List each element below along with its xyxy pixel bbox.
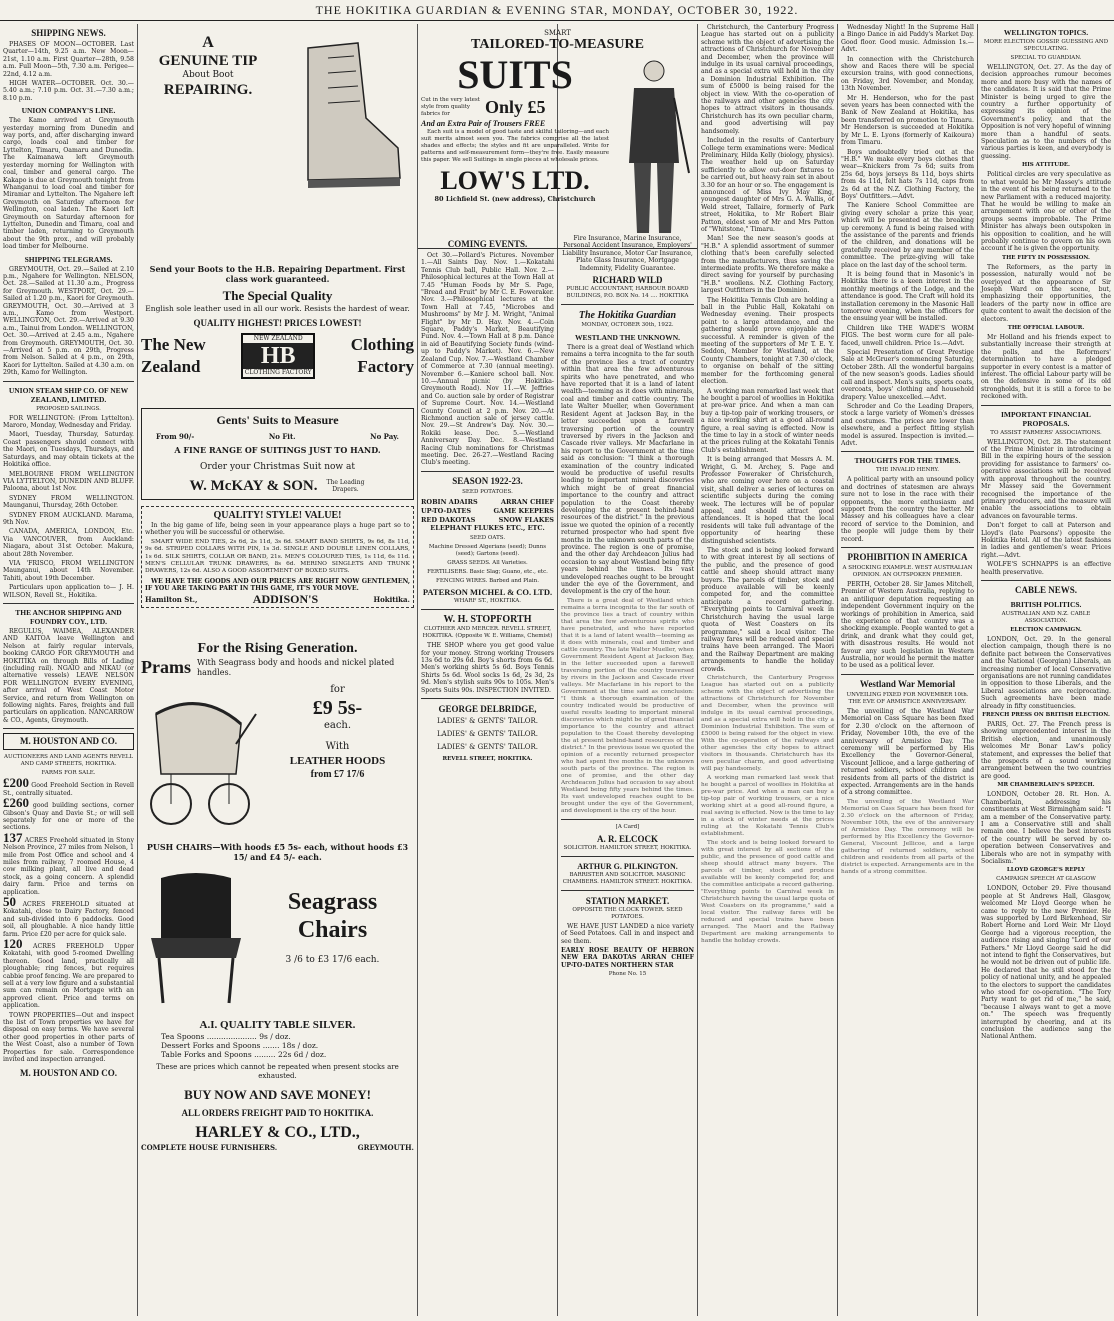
- stopforth-text: THE SHOP where you get good value for your money. Strong working Trousers 13s 6d to 29s 6d. Boy's shorts from 6s 6d. Men's working shirts 5s 6d. Boys Tennis Shirts 5s 6d. Wool socks 1s 6d, 2s 3d, 2s 9d. Men's stylish suits 90s to 105s. Men's Sports Suits 90s. INSPECTION INVITED.: [421, 642, 554, 694]
- c8-text-d: LONDON, October 29. Five thousand people at St Andrews Hall, Glasgow, welcomed Mr Lloyd George when he came to reply to the new Premier. He was supported by Lord Birkenhead, Sir Robert Horne and Lord Weir. Mr Lloyd George had a vigorous reception, the audience rising and singing "Lord of our Fathers." Mr Lloyd George said he did not intend to fight the Conservatives, but he would not be driven out of public life. He declared that he still stood for the policy of national unity, and he appealed to the electors to support the candidates who stood for co-operation. "The Tory Party want to get rid of me," he said, "because I always want to get a move on." The speech was frequently interrupted by cheering, and at its conclusion the audience sang the National Anthem.: [981, 885, 1111, 1041]
- c7-text-f: Don't forget to call at Paterson and Lloyd's (late Pearsons') opposite the Hokitika Hotel. All of the latest fashions in ladies and gentlemen's wear. Prices right.—Advt.: [981, 522, 1111, 559]
- farms-heading: FARMS FOR SALE.: [41, 770, 96, 777]
- hb-new: The New: [141, 335, 206, 354]
- cable-assoc: AUSTRALIAN AND N.Z. CABLE ASSOCIATION.: [1001, 610, 1091, 624]
- addison-intro: In the big game of life, being seen in your appearance plays a huge part so to whether you will be successful or otherwise.: [145, 522, 410, 537]
- mckay-name: W. McKAY & SON.: [189, 478, 318, 494]
- lows-smart: SMART: [544, 29, 571, 37]
- british-politics: BRITISH POLITICS.: [1010, 599, 1082, 609]
- delbridge-address: REVELL STREET, HOKITIKA.: [442, 756, 533, 763]
- push-chairs: PUSH CHAIRS—With hoods £5 5s- each, without hoods £3 15/ and £4 5/- each.: [146, 842, 409, 862]
- price-260-text: good building sections, corner Gibson's Quay and Davie St.; or will sell separately for one or more of the sections.: [3, 802, 135, 832]
- season-title: SEASON 1922-23.: [452, 475, 523, 486]
- lows-address: 80 Lichfield St. (new address), Christchurch: [434, 195, 596, 204]
- sydney-sailing: SYDNEY FROM WELLINGTON. Maunganui, Thursday, 26th October.: [3, 494, 134, 510]
- station-sub: OPPOSITE THE CLOCK TOWER. SEED POTATOES.: [572, 906, 683, 920]
- harley-right: GREYMOUTH.: [357, 1143, 414, 1152]
- rising-title: For the Rising Generation.: [197, 641, 358, 656]
- card-label: [A Card]: [615, 823, 640, 830]
- uss-sub: PROPOSED SAILINGS.: [36, 405, 101, 412]
- hb-special: The Special Quality: [222, 288, 333, 303]
- seed-potatoes: SEED POTATOES.: [462, 488, 513, 495]
- hb-ad: [138, 260, 417, 400]
- acres-120: 120: [3, 936, 23, 951]
- lows-name: LOW'S LTD.: [440, 166, 590, 196]
- order-xmas: Order your Christmas Suit now at: [200, 462, 355, 472]
- quality-line: QUALITY! STYLE! VALUE!: [213, 510, 342, 521]
- c6-text-i: Schroder and Co the Leading Drapers, stock a large variety of Women's dresses and costumes. The prices are lower than elsewhere, and a perfect fitting stylish model is assured. Inspection is invited.—Advt.: [841, 402, 974, 447]
- potato-4: ELEPHANT FLUKES ETC., ETC.: [430, 523, 545, 532]
- uss-text: Maori, Tuesday, Thursday, Saturday. Coast passengers should connect with the Maori, on Tuesdays, Thursdays, and Saturdays, and may obtain tickets at the Hokitika office.: [3, 431, 134, 469]
- houston-footer: M. HOUSTON AND CO.: [19, 1067, 118, 1078]
- chair-illustration: [141, 868, 251, 1008]
- lows-only: Only £5: [485, 97, 546, 118]
- dateline: MONDAY, OCTOBER 30th, 1922.: [581, 322, 674, 329]
- station-phone: Phone No. 15: [608, 971, 647, 978]
- c5-text-g: The stock and is being looked forward to with great interest by all sections of the public, and the presence of good cattle and sheep should attract many buyers. The parcels of timber, stock and produce available will be keenly competed for, and the committee anticipate a record gathering. "Everything points to Carnival week in Christchurch having the usual large quota of West Coasters on its programme," said a local visitor. The railway fares will be reduced and special trains have been arranged. The Maori and the Railway Department are making arrangements to handle the holiday crowds.: [701, 547, 834, 673]
- acres-50-text: ACRES FREEHOLD situated at Kokatahi, close to Dairy Factory, fenced and sub-divided into 6 paddocks. Good soil, all ploughable. A nice handy little farm. Price £20 per acre for quick sale.: [3, 900, 135, 938]
- town-properties: TOWN PROPERTIES—Out and inspect the list of Town properties we have for disposal on easy terms. We have several other good properties in other parts of the West Coast, also a number of Town Properties for sale. Correspondence invited and inspection arranged.: [3, 1011, 134, 1064]
- c7-text-d: Mr Holland and his friends expect to substantially increase their strength at the polls, and the Reformers' determination to have a pledged supporter in every contest is a matter of interest. The official Labour party will be on the defensive in some of its old strongholds, but it is still a force to be reckoned with.: [981, 334, 1111, 401]
- prohibition-title: PROHIBITION IN AMERICA: [847, 552, 968, 562]
- wellington-sub: MORE ELECTION GOSSIP. GUESSING AND SPECULATING.: [983, 39, 1109, 52]
- c6-text-g: Children like THE WADE'S WORM FIGS. The best worm cure for all pale-faced, unwell children. Price 1s.—Advt.: [841, 324, 974, 347]
- price-200: £200: [3, 775, 29, 791]
- column-coming-events: [418, 235, 557, 1316]
- boot-illustration: [288, 28, 408, 198]
- chairs-price: 3 /6 to £3 17/6 each.: [285, 955, 380, 965]
- french-press-heading: FRENCH PRESS ON BRITISH ELECTION.: [982, 712, 1110, 719]
- c5-text-b: Included in the results of Canterbury College term examinations were: Medical Preliminary, Hilda Kelly (biology, physics). The weather held up on Saturday sufficiently to allow out-door fixtures to be carried out, but heavy rain set in about 3.30 for an hour or so. The engagement is announced of Miss Ivy May King, youngest daughter of Mrs G. A. Wallis, of Weld street, Tallaire, formerly of Park street, Hokitika, to Mr Robert Blair Patton, eldest son of Mr and Mrs Patton of "Whitstone," Timaru.: [701, 137, 834, 233]
- buy-now: BUY NOW AND SAVE MONEY!: [184, 1087, 371, 1102]
- paterson-name: PATERSON MICHEL & CO. LTD.: [422, 587, 553, 598]
- sydney-auckland-sailing: SYDNEY FROM AUCKLAND. Marama, 9th Nov.: [3, 511, 134, 526]
- potato-2b: GAME KEEPERS: [493, 506, 554, 515]
- acres-137-text: ACRES Freehold situated in Stony Nelson Province, 27 miles from Nelson, 1 mile from Post Office and school and 4 miles from railway, 7 roomed House, 4 cow milking plant, all live and dead stock, as a going concern. A splendid dairy farm. Price and terms on application.: [3, 836, 135, 896]
- price-260: £260: [3, 795, 29, 811]
- houston-title: M. HOUSTON AND CO.: [19, 736, 118, 747]
- wellington-title: WELLINGTON TOPICS.: [1003, 28, 1089, 37]
- chamberlain-heading: MR CHAMBERLAIN'S SPEECH.: [997, 782, 1095, 789]
- pilkington-name: ARTHUR G. PILKINGTON.: [577, 861, 678, 871]
- wellington-special: SPECIAL TO GUARDIAN.: [1010, 55, 1082, 61]
- paterson-address: WHARF ST., HOKITIKA.: [453, 598, 522, 605]
- station-market: STATION MARKET.: [585, 895, 670, 906]
- pram-from: from £7 17/6: [310, 769, 365, 780]
- lloyd-george-heading: LLOYD GEORGE'S REPLY: [1006, 867, 1086, 874]
- c5-text-a-repeat: Christchurch, the Canterbury Progress League has started out on a publicity scheme with the object of advertising the attractions of Christchurch for November and December, when the province will indulge in its usual carnival proceedings, and as a special extra will hold in the city a Dominion Industrial Exhibition. The sum of £5000 is being raised for the object in view. With the co-operation of the railways and other agencies the city hopes to attract visitors in thousands. Christchurch has its own peculiar charm, and good advertising will pay handsomely.: [701, 674, 834, 772]
- acres-120-text: ACRES FREEHOLD Upper Kokatahi, with good 5-roomed Dwelling thereon. Good land, practically all ploughable; ring fences, but requires cabbie proof fencing. We are prepared to sell at a very low figure and a substantial sum can remain on Mortgage with an approved client. Price and terms on application.: [3, 943, 134, 1010]
- attitude-heading: HIS ATTITUDE.: [1022, 162, 1070, 169]
- station-text: WE HAVE JUST LANDED a nice variety of Seed Potatoes. Call in and inspect and see them.: [561, 922, 694, 945]
- hb-send: Send your Boots to the H.B. Repairing Department. First class work guaranteed.: [149, 264, 406, 284]
- pram-price: £9 5s-: [312, 697, 363, 719]
- silver-3: Table Forks and Spoons ......... 22s 6d / doz.: [161, 1050, 327, 1059]
- thoughts-sub: THE INVALID HENRY.: [875, 467, 940, 474]
- c5-text-e-repeat: A working man remarked last week that he bought a parcel of woollies in Hokitika at pre-war price. And when a man can buy a tip-top pair of working trousers, or a nice working shirt at a good all-round figure, a real saving is effected. Now is the time to lay in a stock of winter needs at the prices ruling at the Kokatahi Tennis Club's establishment.: [701, 774, 834, 837]
- c5-text-c: Man! See the new season's goods at "H.B." A splendid assortment of summer clothing that's been carefully selected from the manufacturers, thus saving the intermediate profits. We therefore make a direct saving for yourself by purchasing "H.B." woollens. N.Z. Clothing Factory, largest Outfitters in the Dominion.: [701, 235, 834, 295]
- grass-seeds: GRASS SEEDS. All Varieties.: [447, 560, 528, 567]
- seagrass-label: Seagrass: [287, 889, 378, 915]
- leader-text: There is a great deal of Westland which remains a terra incognita to the far south of the province lies a tract of country within that area the few adventurous spirits who have penetrated, and who have reported that it is a land of latent wealth—teeming as it does with minerals, coal and timber and cattle country. The late Walter Mueller, when Government Resident Agent at Jackson Bay, in the letter succeeded upon a farewell traversing portion of the country traversed by rivers in the Jackson and Cascade river valleys. Mr Macfarlane in his report to the Government at the time said as conclusion: "I think a thorough examination of the country indicated would be productive of useful results leading to important mineral discoveries which might be of great financial importance to the country and attract population to the Coast thereby developing the at present behind-hand resources of the district." In the previous issue we quoted the opinion of a recently returned prospector who had spent five months in the unknown south parts of the province. The region is one of promise, and the other day Archdeacon Julius had occasion to say about Westland being fifty years behind the times. Its vast undeveloped reaches ought to be brought under the eye of the Government, and development is the cry of the hour.: [561, 344, 694, 596]
- oats-text: Machine Dressed Algerians (seed); Dunns (seed); Gartons (seed).: [428, 544, 547, 558]
- c5-text-g-repeat: The stock and is being looked forward to with great interest by all sections of the public, and the presence of good cattle and sheep should attract many buyers. The parcels of timber, stock and produce available will be keenly competed for, and the committee anticipate a record gathering. "Everything points to Carnival week in Christchurch having the usual large quota of West Coasters on its programme," said a local visitor. The railway fares will be reduced and special trains have been arranged. The Maori and the Railway Department are making arrangements to handle the holiday crowds.: [701, 839, 834, 944]
- ads-middle: [138, 400, 417, 630]
- addison-town: Hokitika.: [373, 594, 410, 604]
- gents-nopay: No Pay.: [370, 432, 399, 441]
- insurance-lines: Fire Insurance, Marine Insurance, Personal Accident Insurance, Employers' Liability Insurance, Motor Car Insurance, Plate Glass Insurance, Mortgage Indemnity, Fidelity Guarantee.: [562, 235, 693, 272]
- stopforth-sub: CLOTHIER AND MERCER. REVELL STREET, HOKITIKA. (Opposite W. E. Williams, Chemist): [422, 626, 553, 640]
- price-200-text: Good Freehold Section in Revell St., centrally situated.: [3, 782, 134, 797]
- silver-1: Tea Spoons ..................... 9s / doz.: [161, 1032, 291, 1041]
- tip-repair: REPAIRING.: [163, 82, 253, 98]
- hb-leather: English sole leather used in all our work. Resists the hardest of wear.: [145, 304, 410, 313]
- leader-text-continued: There is a great deal of Westland which remains a terra incognita to the far south of the province lies a tract of country within that area the few adventurous spirits who have penetrated, and who have reported that it is a land of latent wealth—teeming as it does with minerals, coal and timber and cattle country. The late Walter Mueller, when Government Resident Agent at Jackson Bay, in the letter succeeded upon a farewell traversing portion of the country traversed by rivers in the Jackson and Cascade river valleys. Mr Macfarlane in his report to the Government at the time said as conclusion: "I think a thorough examination of the country indicated would be productive of useful results leading to important mineral discoveries which might be of great financial importance to the country and attract population to the Coast thereby developing the at present behind-hand resources of the district." In the previous issue we quoted the opinion of a recently returned prospector who had spent five months in the unknown south parts of the province. The region is one of promise, and the other day Archdeacon Julius had occasion to say about Westland being fifty years behind the times. Its vast undeveloped reaches ought to be brought under the eye of the Government, and development is the cry of the hour.: [561, 597, 694, 814]
- hb-quality-prices: QUALITY HIGHEST! PRICES LOWEST!: [193, 318, 362, 328]
- c7-text-c: The Reformers, as the party in possession, naturally would not be overjoyed at the appearance of Sir Joseph Ward on the scene, but, emphasizing their opportunities, the leaders of the party now in office are quite content to await the decision of the electors.: [981, 263, 1111, 323]
- gents-nofit: No Fit.: [268, 432, 296, 441]
- gents-range: A FINE RANGE OF SUITINGS JUST TO HAND.: [174, 445, 381, 455]
- man-illustration: [609, 53, 694, 243]
- hb-zealand: Zealand: [141, 357, 201, 376]
- campaign-heading: ELECTION CAMPAIGN.: [1010, 626, 1082, 633]
- hb-factory: Factory: [357, 357, 414, 376]
- c7-text-a: WELLINGTON, Oct. 27. As the day of decision approaches rumour becomes more and more busy with the names of the candidates. It is said that the Prime Minister is being urged to give the country a further opportunity of expressing its opinion of the Government's policy, and that the Opposition is not very hopeful of winning more than a handful of seats. Speculation as to the numbers of the various parties is keen, and everybody is guessing.: [981, 64, 1111, 160]
- financial-title: IMPORTANT FINANCIAL PROPOSALS.: [1000, 409, 1092, 428]
- c5-text-a: Christchurch, the Canterbury Progress League has started out on a publicity scheme with the object of advertising the attractions of Christchurch for November and December, when the province will indulge in its usual carnival proceedings, and as a special extra will hold in the city a Dominion Industrial Exhibition. The sum of £5000 is being raised for the object in view. With the co-operation of the railways and other agencies the city hopes to attract visitors in thousands. Christchurch has its own peculiar charm, and good advertising will pay handsomely.: [701, 24, 834, 135]
- pram-leather: LEATHER HOODS: [289, 755, 386, 767]
- memorial-title: Westland War Memorial: [859, 678, 956, 689]
- union-line-text: The Kamo arrived at Greymouth yesterday morning from Dunedin and way ports, and, after discharging inward cargo, loads coal and timber for Lyttelton, Timaru, Oamaru and Dunedin. The Kaimanawa left Greymouth yesterday morning for Wellington with coal, timber and general cargo. The Kakapo is due at Greymouth tonight from Whanganui to load coal and timber for Miramar and Lyttelton. The Ngahere left Greymouth on Saturday afternoon for Wellington, coal laden. The Kaori left Greymouth on Saturday afternoon for Lyttelton, Dunedin and Timaru, coal and timber laden, returning to Greymouth about the 9th prox., and will probably load timber for Melbourne.: [3, 117, 134, 251]
- c7-text-e: WELLINGTON, Oct. 28. The statement of the Prime Minister in introducing a Bill in the expiring hours of the session providing for assistance to farmers' co-operative associations will be received with approval throughout the country. Mr Massey said the Government recognised the importance of the primary producers, and the measure will enable the associations to obtain advances on favourable terms.: [981, 438, 1111, 520]
- acres-50: 50: [3, 893, 16, 909]
- tip-sub: About Boot: [182, 70, 234, 80]
- c5-text-f: It is being arranged that Messrs A. M. Wright, G. M. Archey, S. Page and Professor Foweraker of Christchurch, who are coming over here on a coastal visit, shall deliver a series of lectures on scientific subjects during the coming week. The lectures will be of popular appeal, and should attract good attendances. It is hoped that the local residents will take full advantage of the opportunity of hearing these distinguished scientists.: [701, 456, 834, 545]
- gents-from: From 90/-: [156, 432, 195, 441]
- lows-extra: And an Extra Pair of Trousers FREE: [421, 119, 546, 129]
- leader-title: WESTLAND THE UNKNOWN.: [574, 333, 681, 343]
- moon-phases: PHASES OF MOON—OCTOBER. Last Quarter—14th, 9.25 a.m. New Moon—21st, 1.10 a.m. First Quarter—28th, 9.58 a.m. Full Moon—5th, 7.30 a.m. Perigee—22nd, 4.12 a.m.: [3, 41, 134, 78]
- potato-3b: SNOW FLAKES: [498, 515, 554, 524]
- column-leader: [558, 235, 697, 1316]
- prohibition-sub: A SHOCKING EXAMPLE. WEST AUSTRALIAN OPINION. AN OUTSPOKEN PREMIER.: [842, 565, 973, 578]
- c6-text-f: It is being found that in Masonic's in Hokitika there is a keen interest in the monthly meetings of the Lodge, and the attendance is good. The Craft will hold its installation ceremony in the Masonic Hall tomorrow evening, when the officers for the ensuing year will be installed.: [841, 271, 974, 323]
- elcock-sub: SOLICITOR. HAMILTON STREET, HOKITIKA.: [563, 844, 692, 851]
- potato-1a: ROBIN ADAIRS: [421, 497, 478, 506]
- silver-2: Dessert Forks and Spoons ....... 18s / doz.: [161, 1041, 319, 1050]
- labour-heading: THE OFFICIAL LABOUR.: [1007, 325, 1085, 331]
- acres-137: 137: [3, 829, 23, 845]
- c8-text-c: LONDON, October 28. Rt. Hon. A. Chamberlain, addressing his constituents at West Birmingham said: "I am a member of the Conservative party. I am a Conservative still and shall remain one. I believe the best interests of the country will be served by co-operation between Conservatives and Liberals who are not in sympathy with Socialism.": [981, 791, 1111, 865]
- paper-title: The Hokitika Guardian: [578, 310, 677, 322]
- telegrams-text: GREYMOUTH, Oct. 29.—Sailed at 2.10 p.m., Ngahere for Wellington. NELSON, Oct. 28.—Sailed at 11.30 a.m., Progress for Greymouth. WESTPORT, Oct. 29.—Sailed at 1.20 p.m., Kaori for Greymouth. GREYMOUTH, Oct. 30.—Arrived at 3 a.m., Kamo from Westport. WELLINGTON, Oct. 29.—Arrived at 9.30 a.m., Tainui from London. WELLINGTON, Oct. 30.—Arrived at 2.45 a.m., Ngahere from Greymouth. GREYMOUTH, Oct. 30.—Arrived at 5 p.m. on 29th, Progress from Nelson. Sailed at 4 p.m., on 29th, Kaori for Lyttelton. Sailed at 4.30 a.m. on 29th, Kamo for Wellington.: [3, 265, 134, 377]
- column-wellington: [978, 24, 1114, 1316]
- tip-a: A: [202, 34, 214, 51]
- thoughts-title: THOUGHTS FOR THE TIMES.: [854, 456, 961, 466]
- melbourne-sailing: MELBOURNE FROM WELLINGTON VIA LYTTELTON, DUNEDIN AND BLUFF. Paloona, about 1st Nov.: [3, 470, 134, 493]
- uss-title: UNION STEAM SHIP CO. OF NEW ZEALAND, LIMITED.: [8, 385, 129, 404]
- telegrams-heading: SHIPPING TELEGRAMS.: [24, 254, 113, 264]
- pram-for: for: [330, 684, 345, 695]
- hb-clothing: Clothing: [350, 335, 414, 354]
- canada-sailing: CANADA, AMERICA, LONDON, Etc. Via VANCOUVER, from Auckland: Niagara, about 31st October. Makura, about 28th November.: [3, 528, 134, 558]
- addison-address: Hamilton St.,: [145, 594, 198, 604]
- memorial-sub: UNVEILING FIXED FOR NOVEMBER 10th. THE EVE OF ARMISTICE ANNIVERSARY.: [846, 691, 969, 705]
- anchor-text: REGULUS, WAIMEA, ALEXANDER AND KAITOA leave Wellington and Nelson at fairly regular intervals, booking CARGO FOR GREYMOUTH and HOKITIKA on through Bills of Lading (including rail). NGAIO and NIKAU (or alternative vessels) LEAVE NELSON FOR WELLINGTON EVERY EVENING, after arrival of West Coast Motor Service, and return from Wellington on following nights. Fares, freights and full particulars on application. NANCARROW & CO., Agents, Greymouth.: [3, 628, 134, 724]
- silver-note: These are prices which cannot be repeated when present stocks are exhausted.: [156, 1063, 399, 1080]
- for-wellington: FOR WELLINGTON: (From Lyttelton). Maroro, Monday, Wednesday and Friday.: [3, 414, 134, 430]
- c6-text-d: Boys undoubtedly tried out at the "H.B." We make every boys clothes that wear—Knickers from 7s 6d; suits from 25s 6d, boys jerseys 8s 11d, boys shirts from 4s 11d, felt hats 7s 11d, caps from 2s 6d at the N.Z. Clothing Factory, the Boys' Outfitters.—Advt.: [841, 148, 974, 200]
- union-line-heading: UNION COMPANY'S LINE.: [21, 106, 116, 116]
- houston-sub: AUCTIONEERS AND LAND AGENTS REVELL AND CAMP STREETS, HOKITIKA.: [3, 754, 134, 768]
- tip-title: GENUINE TIP: [158, 53, 258, 69]
- freight-paid: ALL ORDERS FREIGHT PAID TO HOKITIKA.: [181, 1108, 374, 1118]
- potato-3a: RED DAKOTAS: [421, 515, 476, 524]
- fertilisers: FERTILISERS. Basic Slag; Guano, etc., etc.: [427, 569, 548, 576]
- high-water: HIGH WATER—OCTOBER. Oct. 30.—5.40 a.m.; 7.10 p.m. Oct. 31.—7.30 a.m.; 8.10 p.m.: [3, 80, 134, 102]
- station-list: EARLY ROSE BEAUTY OF HEBRON NEW ERA DAKOTAS ARRAN CHIEF UP-TO-DATES NORTHERN STAR: [561, 947, 694, 969]
- lg-campaign-heading: CAMPAIGN SPEECH AT GLASGOW: [996, 876, 1096, 883]
- silver-title: A.I. QUALITY TABLE SILVER.: [199, 1019, 356, 1031]
- delbridge-name: GEORGE DELBRIDGE,: [438, 704, 537, 715]
- particulars: Particulars upon application to— J. H. WILSON, Revell St., Hokitika.: [3, 584, 134, 599]
- richard-wild: RICHARD WILD: [592, 275, 663, 286]
- column-shipping: [0, 24, 137, 1316]
- financial-sub: TO ASSIST FARMERS' ASSOCIATIONS.: [990, 429, 1102, 436]
- harley-ad: [138, 632, 417, 1316]
- pram-illustration: [141, 684, 261, 834]
- shipping-title: SHIPPING NEWS.: [31, 28, 106, 38]
- c5-text-e: A working man remarked last week that he bought a parcel of woollies in Hokitika at pre-war price. And when a man can buy a tip-top pair of working trousers, or a nice working shirt at a good all-round figure, a real saving is effected. Now is the time to lay in a stock of winter needs at the prices ruling at the Kokatahi Tennis Club's establishment.: [701, 387, 834, 454]
- addison-prices: WE HAVE THE GOODS AND OUR PRICES ARE RIGHT NOW GENTLEMEN, IF YOU ARE TAKING PART IN THIS GAME, IT'S YOUR MOVE.: [145, 577, 410, 593]
- c8-text-a: LONDON, Oct. 29. In the general election campaign, though there is no definite pact between the Conservatives and the National (Georgian) Liberals, an increasing number of local Conservative organisations are not running candidates in opposition to those Liberals, and the Liberal associations are reciprocating. Such agreements have been made already in fifty constituencies.: [981, 635, 1111, 710]
- masthead: THE HOKITIKA GUARDIAN & EVENING STAR, MONDAY, OCTOBER 30, 1922.: [0, 0, 1114, 21]
- anchor-title: THE ANCHOR SHIPPING AND FOUNDRY COY., LTD.: [15, 608, 122, 626]
- pilkington-sub: BARRISTER AND SOLICITOR. MASONIC CHAMBERS. HAMILTON STREET. HOKITIKA.: [562, 871, 693, 885]
- column-news-6: [838, 24, 977, 1316]
- pram-each: each.: [323, 720, 352, 731]
- potato-1b: ARRAN CHIEF: [500, 497, 554, 506]
- lows-tailored: TAILORED-TO-MEASURE: [471, 37, 644, 53]
- potato-2a: UP-TO-DATES: [421, 506, 472, 515]
- c6-text-c: Mr H. Henderson, who for the past seven years has been connected with the Bank of New Zealand at Hokitika, has been transferred on promotion to Timaru. Mr Henderson is succeeded at Hokitika by Mr L. E. Lyons (formerly of Kaikoura) from Timaru.: [841, 94, 974, 147]
- prams-label: Prams: [141, 657, 191, 678]
- gents-title: Gents' Suits to Measure: [216, 413, 339, 427]
- hb-logo: NEW ZEALAND HB CLOTHING FACTORY: [241, 333, 315, 379]
- stopforth-name: W. H. STOPFORTH: [443, 614, 532, 626]
- cable-title: CABLE NEWS.: [1014, 584, 1077, 595]
- coming-title: COMING EVENTS.: [447, 239, 528, 249]
- c6-text-b: In connection with the Christchurch show and Races there will be special excursion trains, with good connections, on Friday, 3rd November, and Monday, 13th November.: [841, 55, 974, 93]
- harley-left: COMPLETE HOUSE FURNISHERS.: [141, 1143, 278, 1152]
- chairs-label: Chairs: [297, 917, 368, 943]
- lows-text: Each suit is a model of good taste and skilful tailoring—and each suit merits almost seen you. The fabrics comprise all the latest shades and effects; the styles and fit are unparalleled. Write for patterns and self-measurement form—they're free. Easily measure this paper. We sell Suitings in single pieces at wholesale prices.: [421, 129, 609, 164]
- c5-text-d: The Hokitika Tennis Club are holding a ball in the Public Hall, Kokatahi on Wednesday evening. Their prospects point to a large attendance, and the gathering should prove enjoyable and successful. A reminder is given of the meeting of the supporters of Mr T. E. Y. Seddon, Member for Westland, at the County Chambers, tonight at 7.30 o'clock, to organise on behalf of the sitting member for the forthcoming general election.: [701, 296, 834, 386]
- elcock-name: A. R. ELCOCK: [596, 833, 658, 844]
- thoughts-text: A political party with an unsound policy and doctrines of statesmen are always sure not to lose in the race with their opponents, the more enthusiasm and support from the country the better. Mr Massey and his colleagues have a clear record of service to the Dominion, and the people will judge them by their record.: [841, 476, 974, 543]
- c6-text-h: Special Presentation of Great Prestige Sale at McGruer's commencing Saturday, October 28th. All the wonderful bargains of the new season's goods. Ladies should call and inspect. Men's suits, sports coats, overcoats, boys' clothing and household drapery. Value unexcelled.—Advt.: [841, 349, 974, 401]
- lows-suits: SUITS: [457, 52, 573, 98]
- harley-name: HARLEY & CO., LTD.,: [195, 1124, 360, 1141]
- c8-text-b: PARIS, Oct. 27. The French press is showing unprecedented interest in the British election, and unanimously welcomes Mr Bonar Law's policy statement, and expresses the belief that the prospects of a sound working arrangement between the two countries are good.: [981, 721, 1111, 780]
- c6-text-e: The Kaniere School Committee are giving every scholar a prize this year, which will be presented at the breaking up ceremony. A fund is being raised with the assistance of the parents and friends of the children, and donations will be gratefully received by any member of the committee. The prize-giving will take place on the last day of the school term.: [841, 202, 974, 269]
- lows-cut-text: Cut in the very latest style from quality fabrics for: [421, 97, 480, 118]
- delbridge-lines: LADIES' & GENTS' TAILOR. LADIES' & GENTS' TAILOR. LADIES' & GENTS' TAILOR.: [436, 717, 539, 752]
- prohibition-text: PERTH, October 28. Sir James Mitchell, Premier of Western Australia, replying to an antiliquor deputation requesting an independent Government inquiry on the workings of prohibition in America, said the experience of that country was a shocking example. People wanted to get a drink, and drank what they could get, with disastrous results. He would not favour any such legislation in Western Australia, nor would he permit the matter to be used as a political lever.: [841, 581, 974, 670]
- mckay-leading: The Leading Drapers.: [326, 479, 365, 493]
- addison-list: SMART WIDE END TIES, 2s 6d, 2s 11d, 3s 6d. SMART BAND SHIRTS, 9s 6d, 8s 11d, 9s 6d. STRIPED COLLARS WITH PIN, 1s 3d. SINGLE AND DOUBLE LINEN COLLARS, 1s 6d. SILK SHIRTS, COLLAR OR BAND, 21s. MEN'S COLOURED TIES, 1s 11d, 6s 11d. MEN'S CELLULAR TRUNK DRAWERS, 8s 6d. MERINO SINGLETS AND TRUNK DRAWERS, 12s 6d. ALSO A GOOD ASSORTMENT OF BOXED SUITS.: [145, 538, 410, 575]
- memorial-text-repeat: The unveiling of the Westland War Memorial on Cass Square has been fixed for 2.30 o'clock on the afternoon of Friday, November 10th, the eve of the anniversary of Armistice Day. The ceremony will be performed by His Excellency the Governor-General, Viscount Jellicoe, and a large gathering of returned soldiers, school children and residents from all parts of the district is expected. Arrangements are in the hands of a strong committee.: [841, 798, 974, 875]
- seed-oats: SEED OATS.: [469, 535, 506, 542]
- addison-name: ADDISON'S: [252, 591, 319, 606]
- fencing: FENCING WIRES. Barbed and Plain.: [436, 578, 539, 585]
- pram-with: With: [325, 741, 350, 752]
- prams-text: With Seagrass body and hoods and nickel plated handles.: [196, 658, 395, 677]
- c7-text-g: WOLFE'S SCHNAPPS is an effective health preservative.: [981, 561, 1111, 576]
- frisco-sailing: VIA 'FRISCO, FROM WELLINGTON Maunganui, about 14th November. Tahiti, about 19th December.: [3, 559, 134, 582]
- c6-text-a: Wednesday Night! In the Supreme Hall a Bingo Dance in aid Paddy's Market Day. Good floor. Good music. Admission 1s.—Advt.: [841, 24, 974, 54]
- fifty-heading: THE FIFTY IN POSSESSION.: [1002, 254, 1090, 261]
- c7-text-b: Political circles are very speculative as to what would be Mr Massey's attitude in the event of his being returned to the new Parliament with a reduced majority. That he would be willing to make an arrangement with one or other of the groups seems improbable. The Prime Minister has always been outspoken in his opposition to coalition, and he will probably continue to govern on his own account if he is given the opportunity.: [981, 171, 1111, 253]
- memorial-text: The unveiling of the Westland War Memorial on Cass Square has been fixed for 2.30 o'clock on the afternoon of Friday, November 10th, the eve of the anniversary of Armistice Day. The ceremony will be performed by His Excellency the Governor-General, Viscount Jellicoe, and a large gathering of returned soldiers, school children and residents from all parts of the district is expected. Arrangements are in the hands of a strong committee.: [841, 707, 974, 797]
- coming-text: Oct 30.—Pollard's Pictures. November 1.—All Saints Day. Nov. 1.—Kokatahi Tennis Club ball, Public Hall. Nov. 2.—Philosophical lectures at the Town Hall at 7.45 "Human Foods by Mr S. Page, "Bread and Fruit" by Mr C. E. Foweraker. Nov. 3.—Philosophical lectures at the Town Hall at 7.45, "Microbes and Mushrooms" by Mr J. M. Wright, "Animal Flight" by Mr D. Hay. Nov. 4.—Coin Square, Paddy's Market, Beautifying Fund. Nov. 4.—Town Hall at 8 p.m. Dance in aid of Beautifying Society funds (wind-up to Paddy's Market). Nov. 6.—New Zealand Cup. Nov. 7.—Westland Chamber of Commerce at 7.30 (annual meeting). November 6.—Kaniere school ball. Nov. 10.—Annual picnic (by Hokitika-Greymouth Road). Nov 11.—W. Jeffries and Co. auction sale by order of Registrar of Supreme Court. Nov. 14.—Westland County Council at 2 p.m. Nov. 20.—At Richmond auction sale of jersey cattle. Nov. 29.—St Andrew's Day. Nov. 30.—Rokiki lease. Dec. 5.—Westland Anniversary Day. Dec. 8.—Westland Racing Club nominations for Christmas meeting. Dec. 26-27.—Westland Racing Club's meeting.: [421, 252, 554, 467]
- lows-ad: [418, 24, 697, 249]
- column-news-5: [698, 24, 837, 1316]
- richard-wild-sub: PUBLIC ACCOUNTANT, HARBOUR BOARD BUILDINGS, P.O. BOX No. 14 .... HOKITIKA: [566, 286, 689, 300]
